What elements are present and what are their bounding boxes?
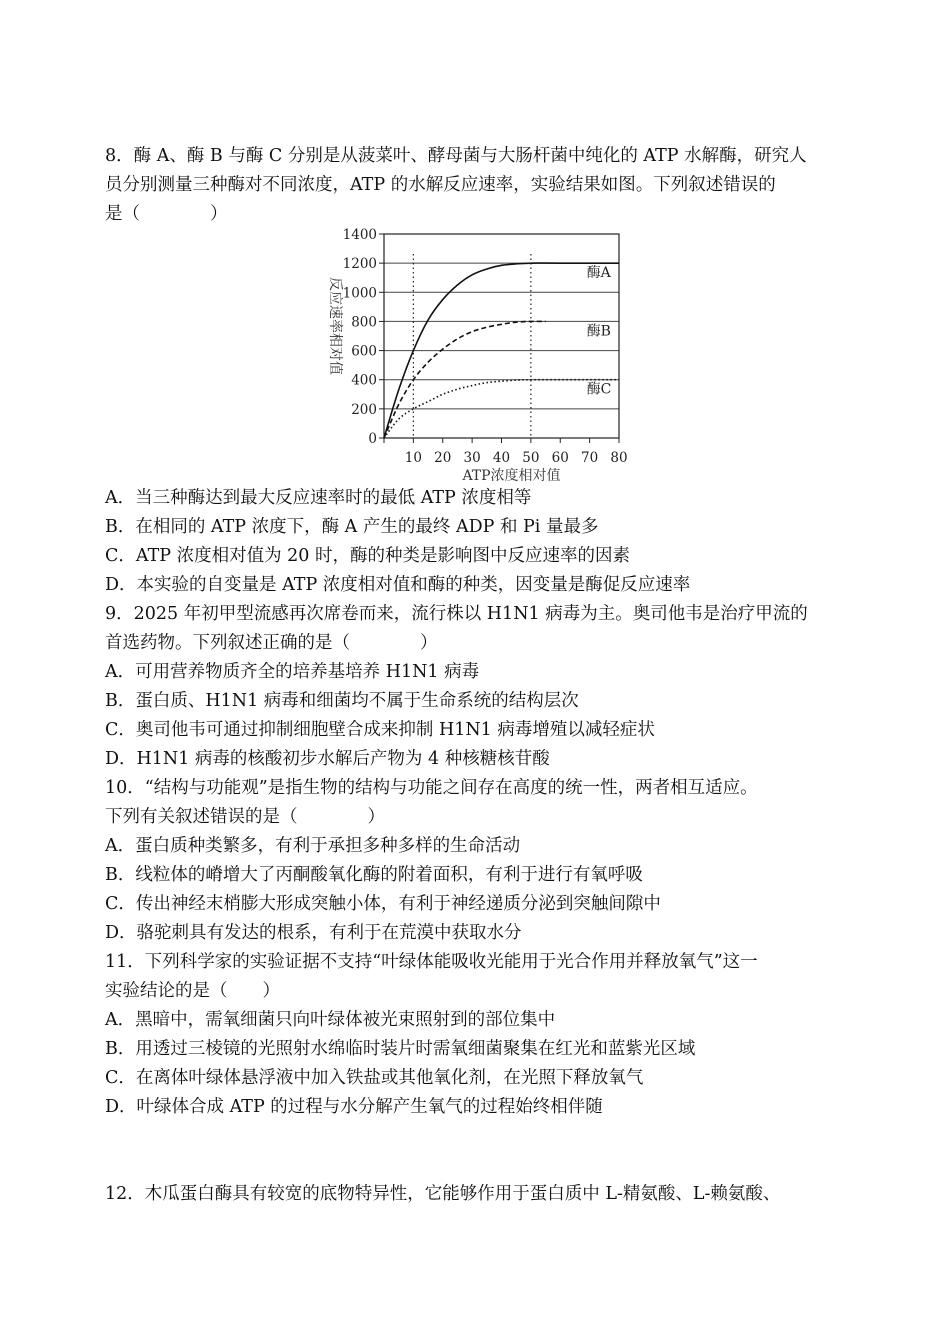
- q9-stem-line-2: 首选药物。下列叙述正确的是（ ）: [105, 633, 438, 653]
- q11-stem-line-2: 实验结论的是（ ）: [105, 981, 280, 1001]
- x-tick-label-10: 10: [404, 450, 422, 466]
- q11-option-b: B．用透过三棱镜的光照射水绵临时装片时需氧细菌聚集在红光和蓝紫光区域: [105, 1039, 696, 1059]
- q9-option-b: B．蛋白质、H1N1 病毒和细菌均不属于生命系统的结构层次: [105, 691, 579, 711]
- q11-stem-line-1: 11．下列科学家的实验证据不支持“叶绿体能吸收光能用于光合作用并释放氧气”这一: [105, 952, 758, 972]
- x-tick-label-20: 20: [434, 450, 452, 466]
- series-label-1: 酶A: [586, 265, 611, 282]
- y-tick-label-1400: 1400: [342, 227, 377, 243]
- chart-svg: [315, 224, 640, 489]
- q8-stem-line-1: 8．酶 A、酶 B 与酶 C 分别是从菠菜叶、酵母菌与大肠杆菌中纯化的 ATP 水解酶，研究人: [105, 146, 807, 166]
- q10-option-c: C．传出神经末梢膨大形成突触小体，有利于神经递质分泌到突触间隙中: [105, 894, 661, 914]
- y-tick-label-1200: 1200: [342, 256, 377, 273]
- y-tick-label-400: 400: [351, 372, 377, 389]
- q11-option-a: A．黑暗中，需氧细菌只向叶绿体被光束照射到的部位集中: [105, 1010, 556, 1030]
- q8-option-a: A．当三种酶达到最大反应速率时的最低 ATP 浓度相等: [105, 488, 532, 508]
- y-tick-label-600: 600: [351, 343, 377, 360]
- q9-option-c: C．奥司他韦可通过抑制细胞壁合成来抑制 H1N1 病毒增殖以减轻症状: [105, 720, 655, 740]
- x-tick-label-50: 50: [522, 450, 540, 466]
- y-tick-label-200: 200: [351, 401, 377, 418]
- q11-option-c: C．在离体叶绿体悬浮液中加入铁盐或其他氧化剂，在光照下释放氧气: [105, 1068, 644, 1088]
- q9-option-d: D．H1N1 病毒的核酸初步水解后产物为 4 种核糖核苷酸: [105, 749, 550, 769]
- enzyme-rate-chart: [315, 224, 640, 489]
- y-tick-label-800: 800: [351, 314, 377, 331]
- y-tick-label-0: 0: [368, 431, 377, 447]
- q10-stem-line-2: 下列有关叙述错误的是（ ）: [105, 807, 385, 827]
- q10-option-b: B．线粒体的嵴增大了丙酮酸氧化酶的附着面积，有利于进行有氧呼吸: [105, 865, 643, 885]
- q12-stem-line-1: 12．木瓜蛋白酶具有较宽的底物特异性，它能够作用于蛋白质中 L-精氨酸、L-赖氨酸、: [105, 1184, 781, 1204]
- y-tick-label-1000: 1000: [342, 285, 377, 302]
- q8-option-c: C．ATP 浓度相对值为 20 时，酶的种类是影响图中反应速率的因素: [105, 546, 630, 566]
- q9-option-a: A．可用营养物质齐全的培养基培养 H1N1 病毒: [105, 662, 480, 682]
- x-tick-label-60: 60: [551, 450, 569, 466]
- q8-option-b: B．在相同的 ATP 浓度下，酶 A 产生的最终 ADP 和 Pi 量最多: [105, 517, 599, 537]
- q9-stem-line-1: 9．2025 年初甲型流感再次席卷而来，流行株以 H1N1 病毒为主。奥司他韦是治疗甲流的: [105, 604, 808, 624]
- q10-option-a: A．蛋白质种类繁多，有利于承担多种多样的生命活动: [105, 836, 521, 856]
- q10-option-d: D．骆驼刺具有发达的根系，有利于在荒漠中获取水分: [105, 923, 522, 943]
- x-tick-label-80: 80: [610, 450, 628, 466]
- series-label-3: 酶C: [586, 381, 612, 398]
- q8-option-d: D．本实验的自变量是 ATP 浓度相对值和酶的种类，因变量是酶促反应速率: [105, 575, 691, 595]
- y-axis-title: 反应速率相对值: [327, 277, 343, 375]
- q8-stem-line-3: 是（ ）: [105, 204, 228, 224]
- x-axis-title: ATP浓度相对值: [462, 468, 561, 484]
- x-tick-label-40: 40: [492, 450, 511, 466]
- x-tick-label-70: 70: [581, 450, 599, 466]
- q8-stem-line-2: 员分别测量三种酶对不同浓度，ATP 的水解反应速率，实验结果如图。下列叙述错误的: [105, 175, 776, 195]
- q10-stem-line-1: 10．“结构与功能观”是指生物的结构与功能之间存在高度的统一性，两者相互适应。: [105, 778, 758, 798]
- x-tick-label-30: 30: [463, 450, 481, 466]
- q11-option-d: D．叶绿体合成 ATP 的过程与水分解产生氧气的过程始终相伴随: [105, 1097, 603, 1117]
- series-label-2: 酶B: [586, 323, 611, 340]
